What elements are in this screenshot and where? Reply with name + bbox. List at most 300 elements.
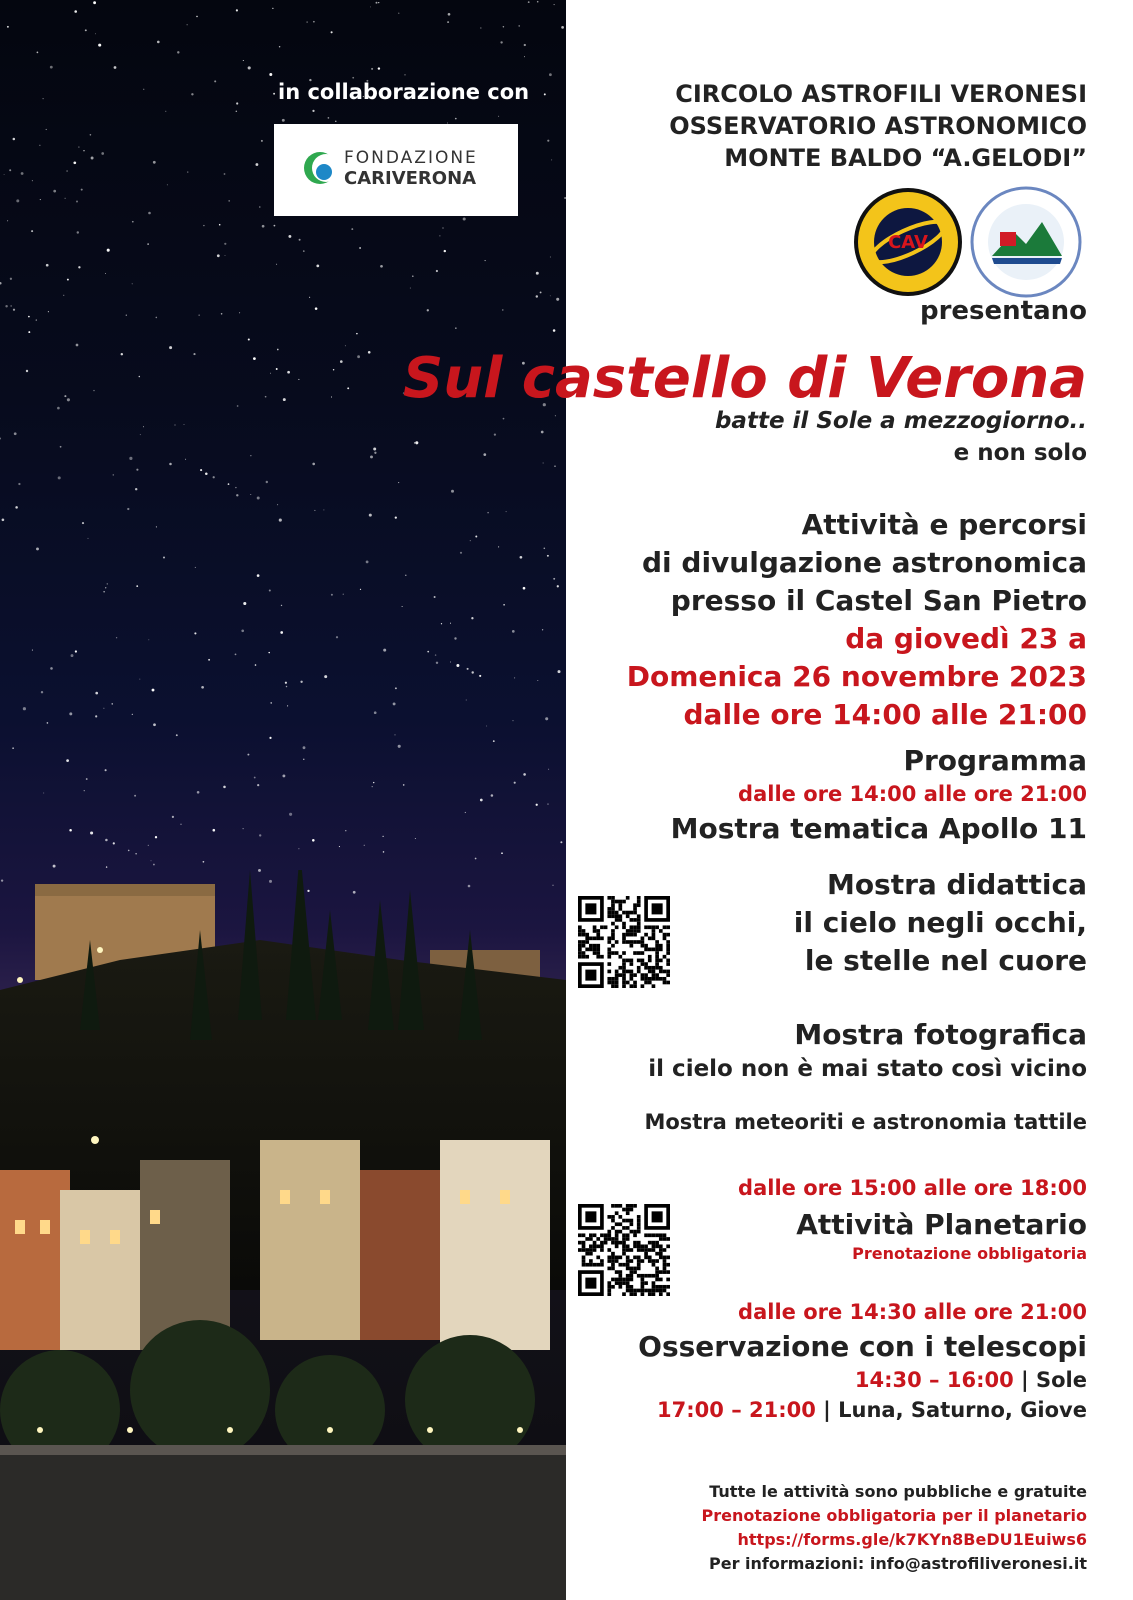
star bbox=[250, 494, 251, 495]
qr-module bbox=[607, 977, 611, 981]
star bbox=[382, 836, 383, 837]
star bbox=[498, 116, 499, 117]
qr-module bbox=[633, 951, 637, 955]
star bbox=[543, 463, 544, 464]
star bbox=[78, 147, 79, 148]
star bbox=[371, 68, 373, 70]
star bbox=[561, 26, 564, 29]
star bbox=[157, 41, 160, 44]
qr-module bbox=[655, 1259, 659, 1263]
qr-module bbox=[607, 1259, 611, 1263]
qr-module bbox=[663, 970, 667, 974]
qr-module bbox=[611, 981, 615, 985]
star bbox=[237, 405, 239, 407]
star bbox=[514, 782, 516, 784]
qr-code-planetario[interactable] bbox=[578, 1204, 670, 1296]
qr-module bbox=[641, 936, 645, 940]
qr-module bbox=[596, 955, 600, 959]
star bbox=[312, 839, 315, 842]
star bbox=[153, 723, 156, 726]
qr-module bbox=[633, 1230, 637, 1234]
qr-module bbox=[626, 896, 630, 900]
qr-module bbox=[648, 970, 652, 974]
qr-module bbox=[648, 1256, 652, 1260]
qr-code-didattica[interactable] bbox=[578, 896, 670, 988]
star bbox=[547, 140, 549, 142]
star bbox=[259, 834, 261, 836]
star bbox=[357, 355, 360, 358]
star bbox=[270, 702, 272, 704]
star bbox=[553, 329, 556, 332]
star bbox=[300, 681, 302, 683]
star bbox=[90, 831, 93, 834]
qr-module bbox=[611, 1278, 615, 1282]
qr-module bbox=[593, 929, 597, 933]
star bbox=[167, 184, 168, 185]
star bbox=[41, 691, 43, 693]
qr-module bbox=[611, 1256, 615, 1260]
qr-module bbox=[666, 1263, 670, 1267]
star bbox=[463, 217, 466, 220]
qr-module bbox=[637, 940, 641, 944]
telescopi-slot-2 bbox=[657, 1398, 1087, 1422]
qr-module bbox=[615, 900, 619, 904]
star bbox=[373, 782, 374, 783]
qr-module bbox=[611, 1241, 615, 1245]
qr-module bbox=[600, 1233, 604, 1237]
qr-module bbox=[630, 1270, 634, 1274]
qr-module bbox=[626, 1204, 630, 1208]
qr-module bbox=[618, 900, 622, 904]
qr-module bbox=[666, 962, 670, 966]
footer-contact-info[interactable]: Per informazioni: info@astrofiliveronesi.it bbox=[709, 1554, 1087, 1573]
star bbox=[153, 864, 155, 866]
star bbox=[398, 482, 399, 483]
star bbox=[523, 587, 526, 590]
star bbox=[90, 134, 92, 136]
qr-module bbox=[611, 951, 615, 955]
qr-module bbox=[615, 981, 619, 985]
qr-module bbox=[607, 1248, 611, 1252]
program-hours: dalle ore 14:00 alle ore 21:00 bbox=[738, 782, 1087, 806]
footer-booking-link[interactable]: https://forms.gle/k7KYn8BeDU1Euiws6 bbox=[737, 1530, 1087, 1549]
star bbox=[265, 396, 267, 398]
qr-module bbox=[622, 984, 626, 988]
star bbox=[276, 368, 278, 370]
qr-module bbox=[618, 1204, 622, 1208]
star bbox=[112, 703, 113, 704]
qr-module bbox=[659, 1248, 663, 1252]
star bbox=[277, 504, 278, 505]
slot-1-target: | Sole bbox=[1013, 1368, 1087, 1392]
planetario-hours: dalle ore 15:00 alle ore 18:00 bbox=[738, 1176, 1087, 1200]
star bbox=[114, 66, 117, 69]
qr-module bbox=[633, 903, 637, 907]
qr-module bbox=[607, 1215, 611, 1219]
star bbox=[447, 21, 449, 23]
qr-module bbox=[637, 1226, 641, 1230]
qr-module bbox=[600, 1241, 604, 1245]
star bbox=[53, 190, 56, 193]
star bbox=[36, 547, 39, 550]
qr-module bbox=[666, 973, 670, 977]
qr-module bbox=[666, 970, 670, 974]
star bbox=[544, 548, 546, 550]
star bbox=[5, 305, 7, 307]
qr-module bbox=[611, 922, 615, 926]
qr-module bbox=[663, 955, 667, 959]
qr-module bbox=[626, 970, 630, 974]
star bbox=[193, 353, 195, 355]
qr-module bbox=[626, 911, 630, 915]
qr-module bbox=[596, 929, 600, 933]
qr-module bbox=[622, 1208, 626, 1212]
qr-module bbox=[648, 1248, 652, 1252]
telescopi-slot-1 bbox=[855, 1368, 1087, 1392]
qr-module bbox=[641, 1285, 645, 1289]
qr-module bbox=[663, 933, 667, 937]
qr-module bbox=[622, 936, 626, 940]
qr-module bbox=[582, 955, 586, 959]
qr-module bbox=[582, 944, 586, 948]
qr-module bbox=[663, 936, 667, 940]
star bbox=[241, 629, 244, 632]
star bbox=[494, 433, 496, 435]
qr-module bbox=[618, 918, 622, 922]
qr-module bbox=[622, 1248, 626, 1252]
star bbox=[69, 712, 72, 715]
star bbox=[436, 270, 438, 272]
star bbox=[455, 118, 457, 120]
qr-module bbox=[626, 1289, 630, 1293]
qr-module bbox=[630, 959, 634, 963]
star bbox=[465, 812, 466, 813]
qr-module bbox=[633, 1204, 637, 1208]
star bbox=[136, 585, 138, 587]
star bbox=[143, 426, 144, 427]
qr-module bbox=[582, 951, 586, 955]
star bbox=[550, 256, 551, 257]
star bbox=[174, 424, 175, 425]
qr-module bbox=[593, 948, 597, 952]
qr-module bbox=[622, 977, 626, 981]
qr-module bbox=[578, 1241, 582, 1245]
qr-module bbox=[622, 973, 626, 977]
sponsor-line2: CARIVERONA bbox=[344, 168, 477, 189]
qr-module bbox=[630, 1204, 634, 1208]
organizer-line-1: CIRCOLO ASTROFILI VERONESI bbox=[675, 80, 1087, 108]
qr-module bbox=[630, 1230, 634, 1234]
star bbox=[13, 309, 15, 311]
qr-module bbox=[644, 933, 648, 937]
qr-module bbox=[600, 1248, 604, 1252]
star bbox=[266, 481, 268, 483]
qr-module bbox=[655, 962, 659, 966]
star bbox=[269, 737, 271, 739]
star bbox=[253, 357, 256, 360]
star bbox=[439, 235, 440, 236]
qr-module bbox=[622, 962, 626, 966]
star bbox=[370, 455, 373, 458]
qr-module bbox=[659, 959, 663, 963]
qr-module bbox=[607, 940, 611, 944]
star bbox=[95, 692, 98, 695]
qr-module bbox=[604, 925, 608, 929]
qr-module bbox=[655, 1252, 659, 1256]
star bbox=[356, 333, 358, 335]
star bbox=[518, 25, 520, 27]
star bbox=[471, 617, 473, 619]
qr-module bbox=[633, 1241, 637, 1245]
star bbox=[224, 243, 226, 245]
star bbox=[503, 418, 505, 420]
qr-module bbox=[596, 936, 600, 940]
star bbox=[560, 841, 562, 843]
qr-module bbox=[615, 1259, 619, 1263]
qr-module bbox=[630, 1289, 634, 1293]
qr-module bbox=[618, 1241, 622, 1245]
qr-module bbox=[652, 973, 656, 977]
qr-module bbox=[611, 1252, 615, 1256]
qr-module bbox=[655, 1233, 659, 1237]
star bbox=[503, 26, 504, 27]
slot-1-time: 14:30 – 16:00 bbox=[854, 1368, 1014, 1392]
star bbox=[196, 16, 197, 17]
qr-module bbox=[641, 1259, 645, 1263]
qr-module bbox=[666, 959, 670, 963]
qr-module bbox=[615, 1233, 619, 1237]
qr-module bbox=[615, 973, 619, 977]
star bbox=[134, 795, 136, 797]
star bbox=[316, 265, 319, 268]
star bbox=[13, 138, 16, 141]
qr-module bbox=[644, 1289, 648, 1293]
star bbox=[235, 654, 237, 656]
qr-module bbox=[659, 1252, 663, 1256]
star bbox=[313, 21, 315, 23]
star bbox=[7, 220, 8, 221]
star bbox=[547, 803, 548, 804]
qr-module bbox=[626, 1237, 630, 1241]
collaboration-label: in collaborazione con bbox=[278, 80, 530, 104]
qr-module bbox=[615, 1278, 619, 1282]
qr-module bbox=[655, 944, 659, 948]
star bbox=[236, 9, 238, 11]
qr-module bbox=[666, 981, 670, 985]
qr-module bbox=[637, 900, 641, 904]
qr-module bbox=[596, 933, 600, 937]
star bbox=[487, 512, 489, 514]
star bbox=[76, 201, 78, 203]
star bbox=[339, 846, 340, 847]
star bbox=[394, 734, 395, 735]
star bbox=[105, 769, 107, 771]
star bbox=[279, 519, 282, 522]
qr-module bbox=[607, 936, 611, 940]
star bbox=[10, 278, 12, 280]
qr-module bbox=[663, 981, 667, 985]
qr-module bbox=[607, 1289, 611, 1293]
qr-module bbox=[644, 981, 648, 985]
planetario-note: Prenotazione obbligatoria bbox=[852, 1244, 1087, 1263]
qr-module bbox=[648, 1292, 652, 1296]
star bbox=[536, 295, 538, 297]
star bbox=[46, 129, 47, 130]
star bbox=[277, 349, 279, 351]
qr-module bbox=[618, 966, 622, 970]
qr-module bbox=[593, 1248, 597, 1252]
star bbox=[315, 307, 318, 310]
qr-module bbox=[622, 966, 626, 970]
star bbox=[32, 650, 33, 651]
meteoriti-exhibit: Mostra meteoriti e astronomia tattile bbox=[644, 1110, 1087, 1134]
qr-module bbox=[615, 1244, 619, 1248]
star bbox=[187, 172, 188, 173]
qr-module bbox=[644, 977, 648, 981]
star bbox=[139, 376, 141, 378]
star bbox=[281, 605, 282, 606]
qr-module bbox=[593, 1241, 597, 1245]
star bbox=[405, 575, 406, 576]
qr-module bbox=[648, 977, 652, 981]
qr-module bbox=[607, 896, 611, 900]
star bbox=[524, 56, 525, 57]
star bbox=[398, 745, 401, 748]
qr-module bbox=[663, 1237, 667, 1241]
qr-module bbox=[618, 973, 622, 977]
qr-module bbox=[615, 925, 619, 929]
star bbox=[556, 298, 559, 301]
qr-module bbox=[618, 1278, 622, 1282]
star bbox=[501, 852, 503, 854]
qr-module bbox=[615, 911, 619, 915]
star bbox=[37, 52, 39, 54]
qr-module bbox=[582, 1233, 586, 1237]
qr-module bbox=[652, 1292, 656, 1296]
qr-module bbox=[652, 970, 656, 974]
qr-module bbox=[615, 1211, 619, 1215]
star bbox=[71, 654, 74, 657]
qr-module bbox=[615, 1256, 619, 1260]
qr-module bbox=[582, 1248, 586, 1252]
qr-module bbox=[622, 981, 626, 985]
star bbox=[395, 687, 397, 689]
qr-module bbox=[589, 948, 593, 952]
star bbox=[303, 250, 305, 252]
star bbox=[331, 31, 333, 33]
star bbox=[225, 255, 226, 256]
star bbox=[236, 111, 237, 112]
qr-module bbox=[585, 970, 596, 981]
qr-module bbox=[578, 955, 582, 959]
star bbox=[148, 639, 149, 640]
star bbox=[285, 682, 287, 684]
qr-module bbox=[585, 1248, 589, 1252]
qr-module bbox=[633, 1244, 637, 1248]
qr-module bbox=[615, 951, 619, 955]
qr-module bbox=[641, 951, 645, 955]
qr-module bbox=[630, 984, 634, 988]
event-title: Sul castello di Verona bbox=[402, 346, 1087, 411]
star bbox=[309, 297, 310, 298]
qr-module bbox=[641, 940, 645, 944]
qr-module bbox=[644, 1244, 648, 1248]
star bbox=[255, 163, 258, 166]
star bbox=[383, 649, 386, 652]
qr-module bbox=[626, 1219, 630, 1223]
qr-module bbox=[666, 1292, 670, 1296]
qr-module bbox=[607, 1256, 611, 1260]
qr-module bbox=[578, 951, 582, 955]
star bbox=[536, 272, 539, 275]
star bbox=[135, 488, 137, 490]
star bbox=[228, 200, 230, 202]
star bbox=[383, 851, 385, 853]
qr-module bbox=[622, 1292, 626, 1296]
qr-module bbox=[630, 944, 634, 948]
qr-module bbox=[593, 1244, 597, 1248]
star bbox=[23, 707, 26, 710]
star bbox=[257, 497, 260, 500]
qr-module bbox=[652, 929, 656, 933]
qr-module bbox=[615, 940, 619, 944]
cariverona-leaf-icon bbox=[302, 150, 338, 186]
qr-module bbox=[589, 1244, 593, 1248]
qr-module bbox=[663, 1267, 667, 1271]
star bbox=[331, 594, 333, 596]
star bbox=[81, 189, 83, 191]
qr-module bbox=[626, 981, 630, 985]
qr-module bbox=[655, 1267, 659, 1271]
qr-module bbox=[626, 1256, 630, 1260]
star bbox=[46, 264, 49, 267]
qr-module bbox=[666, 948, 670, 952]
qr-module bbox=[622, 940, 626, 944]
qr-module bbox=[607, 951, 611, 955]
star bbox=[523, 773, 526, 776]
star bbox=[273, 93, 275, 95]
qr-module bbox=[637, 966, 641, 970]
qr-module bbox=[637, 896, 641, 900]
footer-free-activities: Tutte le attività sono pubbliche e gratuite bbox=[709, 1482, 1087, 1501]
qr-module bbox=[630, 1219, 634, 1223]
qr-module bbox=[585, 948, 589, 952]
star bbox=[105, 273, 106, 274]
star bbox=[547, 555, 549, 557]
star bbox=[352, 77, 354, 79]
qr-module bbox=[633, 1267, 637, 1271]
qr-module bbox=[648, 936, 652, 940]
star bbox=[548, 769, 549, 770]
star bbox=[152, 689, 155, 692]
qr-module bbox=[641, 984, 645, 988]
star bbox=[286, 686, 288, 688]
star bbox=[39, 145, 40, 146]
star bbox=[63, 295, 64, 296]
star bbox=[136, 469, 138, 471]
qr-module bbox=[637, 1248, 641, 1252]
sponsor-line1: FONDAZIONE bbox=[344, 148, 478, 168]
star bbox=[177, 51, 179, 53]
qr-module bbox=[666, 1244, 670, 1248]
qr-module bbox=[637, 959, 641, 963]
qr-module bbox=[655, 959, 659, 963]
qr-module bbox=[659, 1289, 663, 1293]
qr-module bbox=[611, 929, 615, 933]
star bbox=[67, 279, 69, 281]
star bbox=[197, 791, 200, 794]
star bbox=[148, 845, 149, 846]
